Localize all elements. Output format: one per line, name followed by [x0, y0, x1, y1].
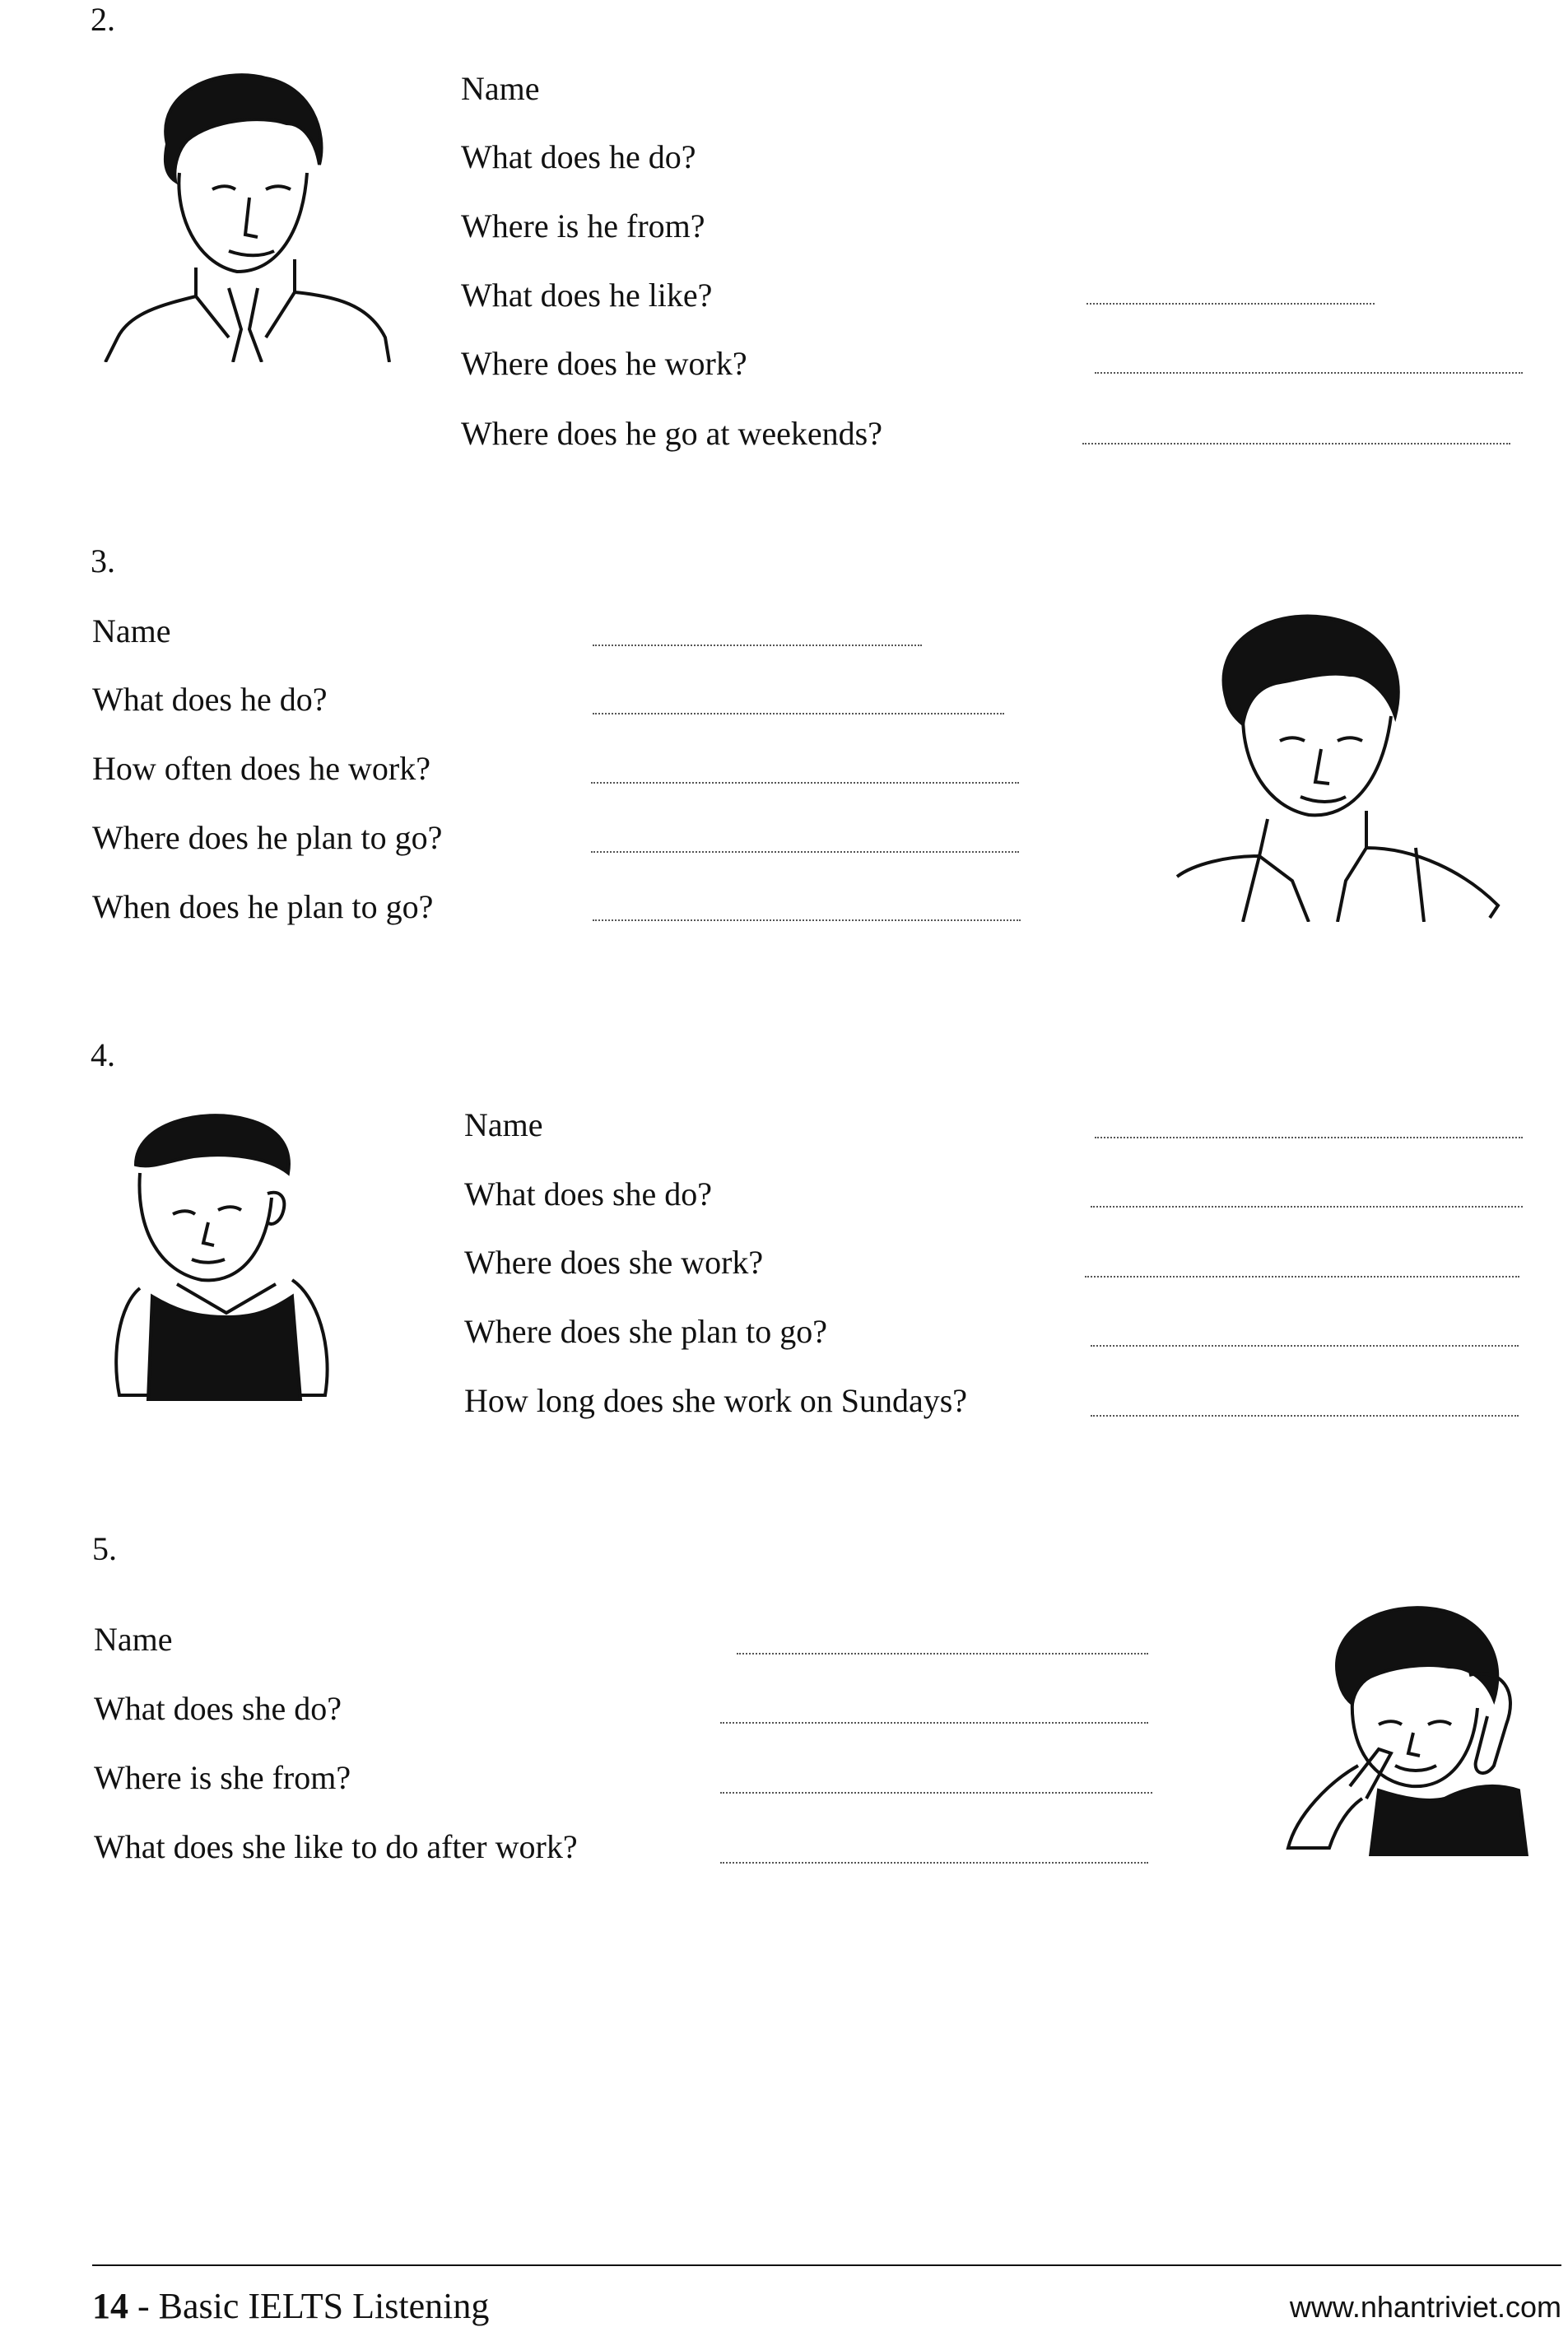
answer-line[interactable]: [1091, 1206, 1523, 1208]
question-what-does-she-like-to-do-after-work: What does she like to do after work?: [94, 1828, 578, 1865]
question-where-does-she-plan-to-go: Where does she plan to go?: [464, 1313, 827, 1350]
question-what-does-he-do: What does he do?: [461, 138, 696, 175]
answer-line[interactable]: [593, 713, 1004, 714]
question-name: Name: [461, 70, 540, 107]
question-where-does-he-plan-to-go: Where does he plan to go?: [92, 819, 443, 856]
answer-line[interactable]: [720, 1792, 1152, 1794]
answer-line[interactable]: [1085, 1276, 1519, 1278]
answer-line[interactable]: [1091, 1415, 1519, 1417]
woman-on-phone-illustration: [1280, 1601, 1543, 1856]
answer-line[interactable]: [720, 1722, 1148, 1724]
section-number: 2.: [91, 1, 115, 38]
page-number: 14: [92, 2286, 128, 2326]
section-number: 4.: [91, 1036, 115, 1073]
answer-line[interactable]: [593, 645, 922, 646]
book-title: - Basic IELTS Listening: [137, 2286, 490, 2326]
answer-line[interactable]: [1082, 443, 1510, 444]
section-number: 3.: [91, 542, 115, 579]
footer-divider: [92, 2264, 1561, 2266]
question-how-long-does-she-work-on-sundays: How long does she work on Sundays?: [464, 1382, 968, 1419]
question-where-does-he-go-at-weekends: Where does he go at weekends?: [461, 415, 882, 452]
section-number: 5.: [92, 1530, 117, 1567]
young-man-illustration: [1169, 609, 1514, 922]
question-what-does-she-do: What does she do?: [464, 1175, 713, 1212]
answer-line[interactable]: [1086, 303, 1375, 305]
waitress-illustration: [103, 1107, 358, 1403]
answer-line[interactable]: [593, 919, 1021, 921]
man-with-tie-illustration: [97, 66, 402, 362]
website-url: www.nhantriviet.com: [1289, 2290, 1561, 2324]
question-when-does-he-plan-to-go: When does he plan to go?: [92, 888, 434, 925]
footer-book-info: [92, 2285, 489, 2327]
question-where-is-she-from: Where is she from?: [94, 1759, 351, 1796]
answer-line[interactable]: [591, 851, 1019, 853]
question-where-does-she-work: Where does she work?: [464, 1244, 764, 1281]
question-where-is-he-from: Where is he from?: [461, 207, 705, 244]
question-how-often-does-he-work: How often does he work?: [92, 750, 430, 787]
answer-line[interactable]: [737, 1653, 1148, 1655]
answer-line[interactable]: [1095, 372, 1523, 374]
question-name: Name: [94, 1621, 173, 1658]
question-what-does-she-do: What does she do?: [94, 1690, 342, 1727]
question-what-does-he-like: What does he like?: [461, 277, 713, 314]
answer-line[interactable]: [720, 1862, 1148, 1864]
question-name: Name: [464, 1106, 543, 1143]
question-where-does-he-work: Where does he work?: [461, 345, 747, 382]
answer-line[interactable]: [1091, 1345, 1519, 1347]
question-name: Name: [92, 612, 171, 649]
question-what-does-he-do: What does he do?: [92, 681, 328, 718]
answer-line[interactable]: [1095, 1137, 1523, 1138]
answer-line[interactable]: [591, 782, 1019, 784]
